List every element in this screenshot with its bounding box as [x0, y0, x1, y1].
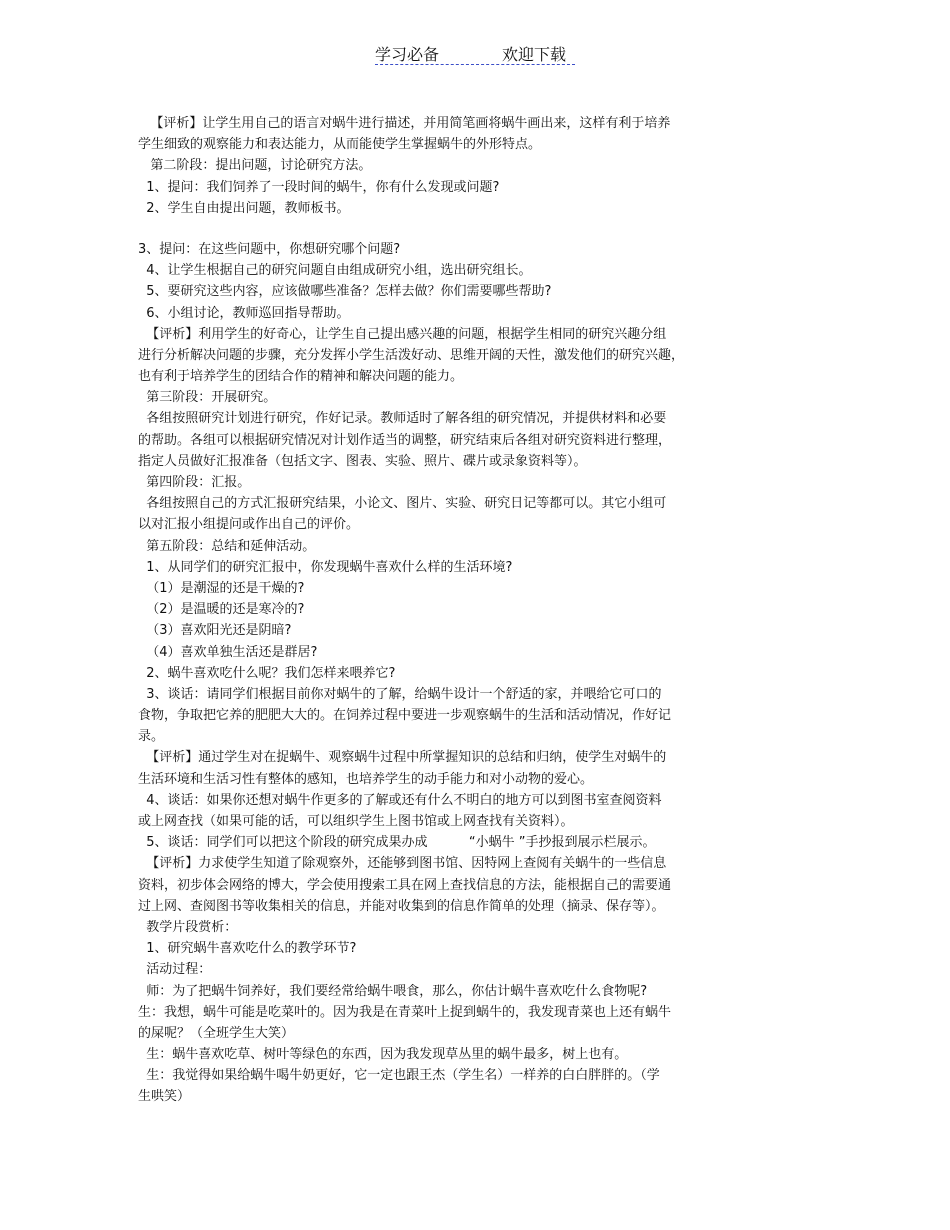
text-line: 指定人员做好汇报准备（包括文字、图表、实验、照片、碟片或录象资料等）。	[138, 453, 587, 469]
text-line: 生：蜗牛喜欢吃草、树叶等绿色的东西，因为我发现草丛里的蜗牛最多，树上也有。	[138, 1047, 628, 1063]
header-right-text: 欢迎下载	[502, 45, 567, 64]
text-line: 2、蜗牛喜欢吃什么呢？我们怎样来喂养它?	[138, 665, 396, 681]
page-header	[375, 40, 575, 65]
document-body	[138, 113, 743, 1108]
text-line: 【评析】利用学生的好奇心，让学生自己提出感兴趣的问题，根据学生相同的研究兴趣分组	[138, 326, 667, 342]
text-line: 学生细致的观察能力和表达能力，从而能使学生掌握蜗牛的外形特点。	[138, 137, 542, 153]
header-left-text: 学习必备	[375, 45, 440, 64]
text-line: 第三阶段：开展研究。	[138, 390, 277, 406]
text-line: 3、提问：在这些问题中，你想研究哪个问题?	[138, 241, 401, 257]
text-line: 5、要研究这些内容，应该做哪些准备？怎样去做？你们需要哪些帮助?	[138, 284, 552, 300]
paragraph-block-a	[138, 113, 743, 219]
text-line: 生：我觉得如果给蜗牛喝牛奶更好，它一定也跟王杰（学生名）一样养的白白胖胖的。（学	[138, 1068, 660, 1084]
text-line: 食物，争取把它养的肥肥大大的。在饲养过程中要进一步观察蜗牛的生活和活动情况，作好记	[138, 708, 672, 724]
text-line: 资料，初步体会网络的博大，学会使用搜索工具在网上查找信息的方法，能根据自己的需要通	[138, 877, 672, 893]
text-line: 第四阶段：汇报。	[138, 475, 251, 490]
text-line: 6、小组讨论，教师巡回指导帮助。	[138, 305, 350, 321]
text-line: 生：我想，蜗牛可能是吃菜叶的。因为我是在青菜叶上捉到蜗牛的，我发现青菜也上还有蜗牛	[138, 1004, 672, 1020]
text-line: 以对汇报小组提问或作出自己的评价。	[138, 517, 360, 533]
text-line: 第五阶段：总结和延伸活动。	[138, 538, 316, 554]
text-line: 1、研究蜗牛喜欢吃什么的教学环节?	[138, 941, 357, 957]
blank-gap	[138, 219, 743, 239]
text-line: 生活环境和生活习性有整体的感知，也培养学生的动手能力和对小动物的爱心。	[138, 771, 594, 787]
text-line: （1）是潮湿的还是干燥的?	[138, 580, 305, 596]
text-line: 1、从同学们的研究汇报中，你发现蜗牛喜欢什么样的生活环境?	[138, 559, 513, 575]
text-line: 生哄笑）	[138, 1089, 191, 1105]
text-line: 录。	[138, 729, 165, 745]
text-line: 2、学生自由提出问题，教师板书。	[138, 200, 350, 216]
text-line: 5、谈话：同学们可以把这个阶段的研究成果办成 “小蜗牛 ”手抄报到展示栏展示。	[138, 835, 656, 851]
paragraph-block-b	[138, 239, 743, 1108]
text-line: 进行分析解决问题的步骤，充分发挥小学生活泼好动、思维开阔的天性，激发他们的研究兴趣，	[138, 347, 685, 363]
text-line: 或上网查找（如果可能的话，可以组织学生上图书馆或上网查找有关资料）。	[138, 814, 574, 829]
text-line: 活动过程：	[138, 962, 212, 978]
text-line: 过上网、查阅图书等收集相关的信息，并能对收集到的信息作简单的处理（摘录、保存等）。	[138, 898, 665, 914]
text-line: 【评析】力求使学生知道了除观察外，还能够到图书馆、因特网上查阅有关蜗牛的一些信息	[138, 856, 667, 872]
text-line: 的屎呢？（全班学生大笑）	[138, 1025, 295, 1041]
text-line: 1、提问：我们饲养了一段时间的蜗牛，你有什么发现或问题?	[138, 179, 500, 195]
text-line: 各组按照研究计划进行研究，作好记录。教师适时了解各组的研究情况，并提供材料和必要	[138, 411, 667, 427]
text-line: 4、谈话：如果你还想对蜗牛作更多的了解或还有什么不明白的地方可以到图书室查阅资料	[138, 792, 662, 808]
text-line: 第二阶段：提出问题，讨论研究方法。	[138, 158, 372, 174]
text-line: 【评析】让学生用自己的语言对蜗牛进行描述，并用简笔画将蜗牛画出来，这样有利于培养	[138, 116, 671, 131]
text-line: 各组按照自己的方式汇报研究结果，小论文、图片、实验、研究日记等都可以。其它小组可	[138, 496, 667, 512]
text-line: 3、谈话：请同学们根据目前你对蜗牛的了解，给蜗牛设计一个舒适的家，并喂给它可口的	[138, 686, 662, 702]
text-line: （3）喜欢阳光还是阴暗?	[138, 623, 292, 639]
text-line: 的帮助。各组可以根据研究情况对计划作适当的调整，研究结束后各组对研究资料进行整理，	[138, 432, 672, 448]
text-line: 也有利于培养学生的团结合作的精神和解决问题的能力。	[138, 369, 464, 385]
text-line: 教学片段赏析：	[138, 919, 238, 935]
text-line: 【评析】通过学生对在捉蜗牛、观察蜗牛过程中所掌握知识的总结和归纳，使学生对蜗牛的	[138, 750, 667, 766]
text-line: （4）喜欢单独生活还是群居?	[138, 644, 318, 660]
text-line: 4、让学生根据自己的研究问题自由组成研究小组，选出研究组长。	[138, 263, 532, 279]
text-line: 师：为了把蜗牛饲养好，我们要经常给蜗牛喂食，那么，你估计蜗牛喜欢吃什么食物呢?	[138, 983, 648, 999]
text-line: （2）是温暖的还是寒冷的?	[138, 602, 305, 618]
